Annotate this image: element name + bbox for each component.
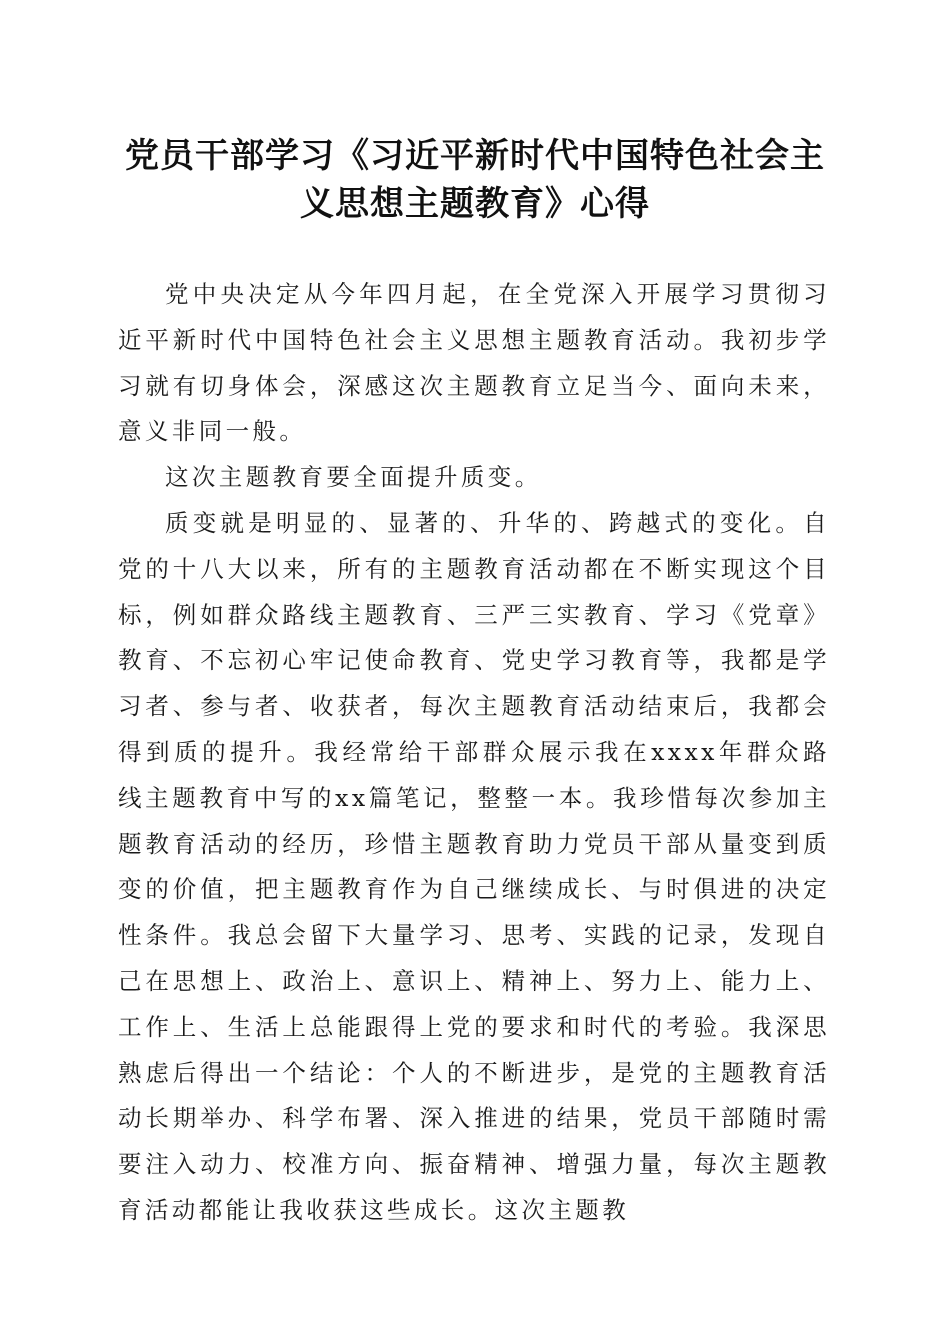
document-title: 党员干部学习《习近平新时代中国特色社会主义思想主题教育》心得 (125, 136, 825, 224)
paragraph-quality-change: 这次主题教育要全面提升质变。 (165, 463, 542, 492)
document-body (118, 272, 830, 1234)
paragraph-reflection: 质变就是明显的、显著的、升华的、跨越式的变化。自党的十八大以来，所有的主题教育活动都在不断实现这个目标，例如群众路线主题教育、三严三实教育、学习《党章》教育、不忘初心牢记使命教育、党史学习教育等，我都是学习者、参与者、收获者，每次主题教育活动结束后，我都会得到质的提升。我经常给干部群众展示我在xxxx年群众路线主题教育中写的xx篇笔记，整整一本。我珍惜每次参加主题教育活动的经历，珍惜主题教育助力党员干部从量变到质变的价值，把主题教育作为自己继续成长、与时俱进的决定性条件。我总会留下大量学习、思考、实践的记录，发现自己在思想上、政治上、意识上、精神上、努力上、能力上、工作上、生活上总能跟得上党的要求和时代的考验。我深思熟虑后得出一个结论：个人的不断进步，是党的主题教育活动长期举办、科学布署、深入推进的结果，党员干部随时需要注入动力、校准方向、振奋精神、增强力量，每次主题教育活动都能让我收获这些成长。这次主题教 (118, 508, 830, 1224)
paragraph-intro: 党中央决定从今年四月起，在全党深入开展学习贯彻习近平新时代中国特色社会主义思想主题教育活动。我初步学习就有切身体会，深感这次主题教育立足当今、面向未来，意义非同一般。 (118, 280, 830, 446)
